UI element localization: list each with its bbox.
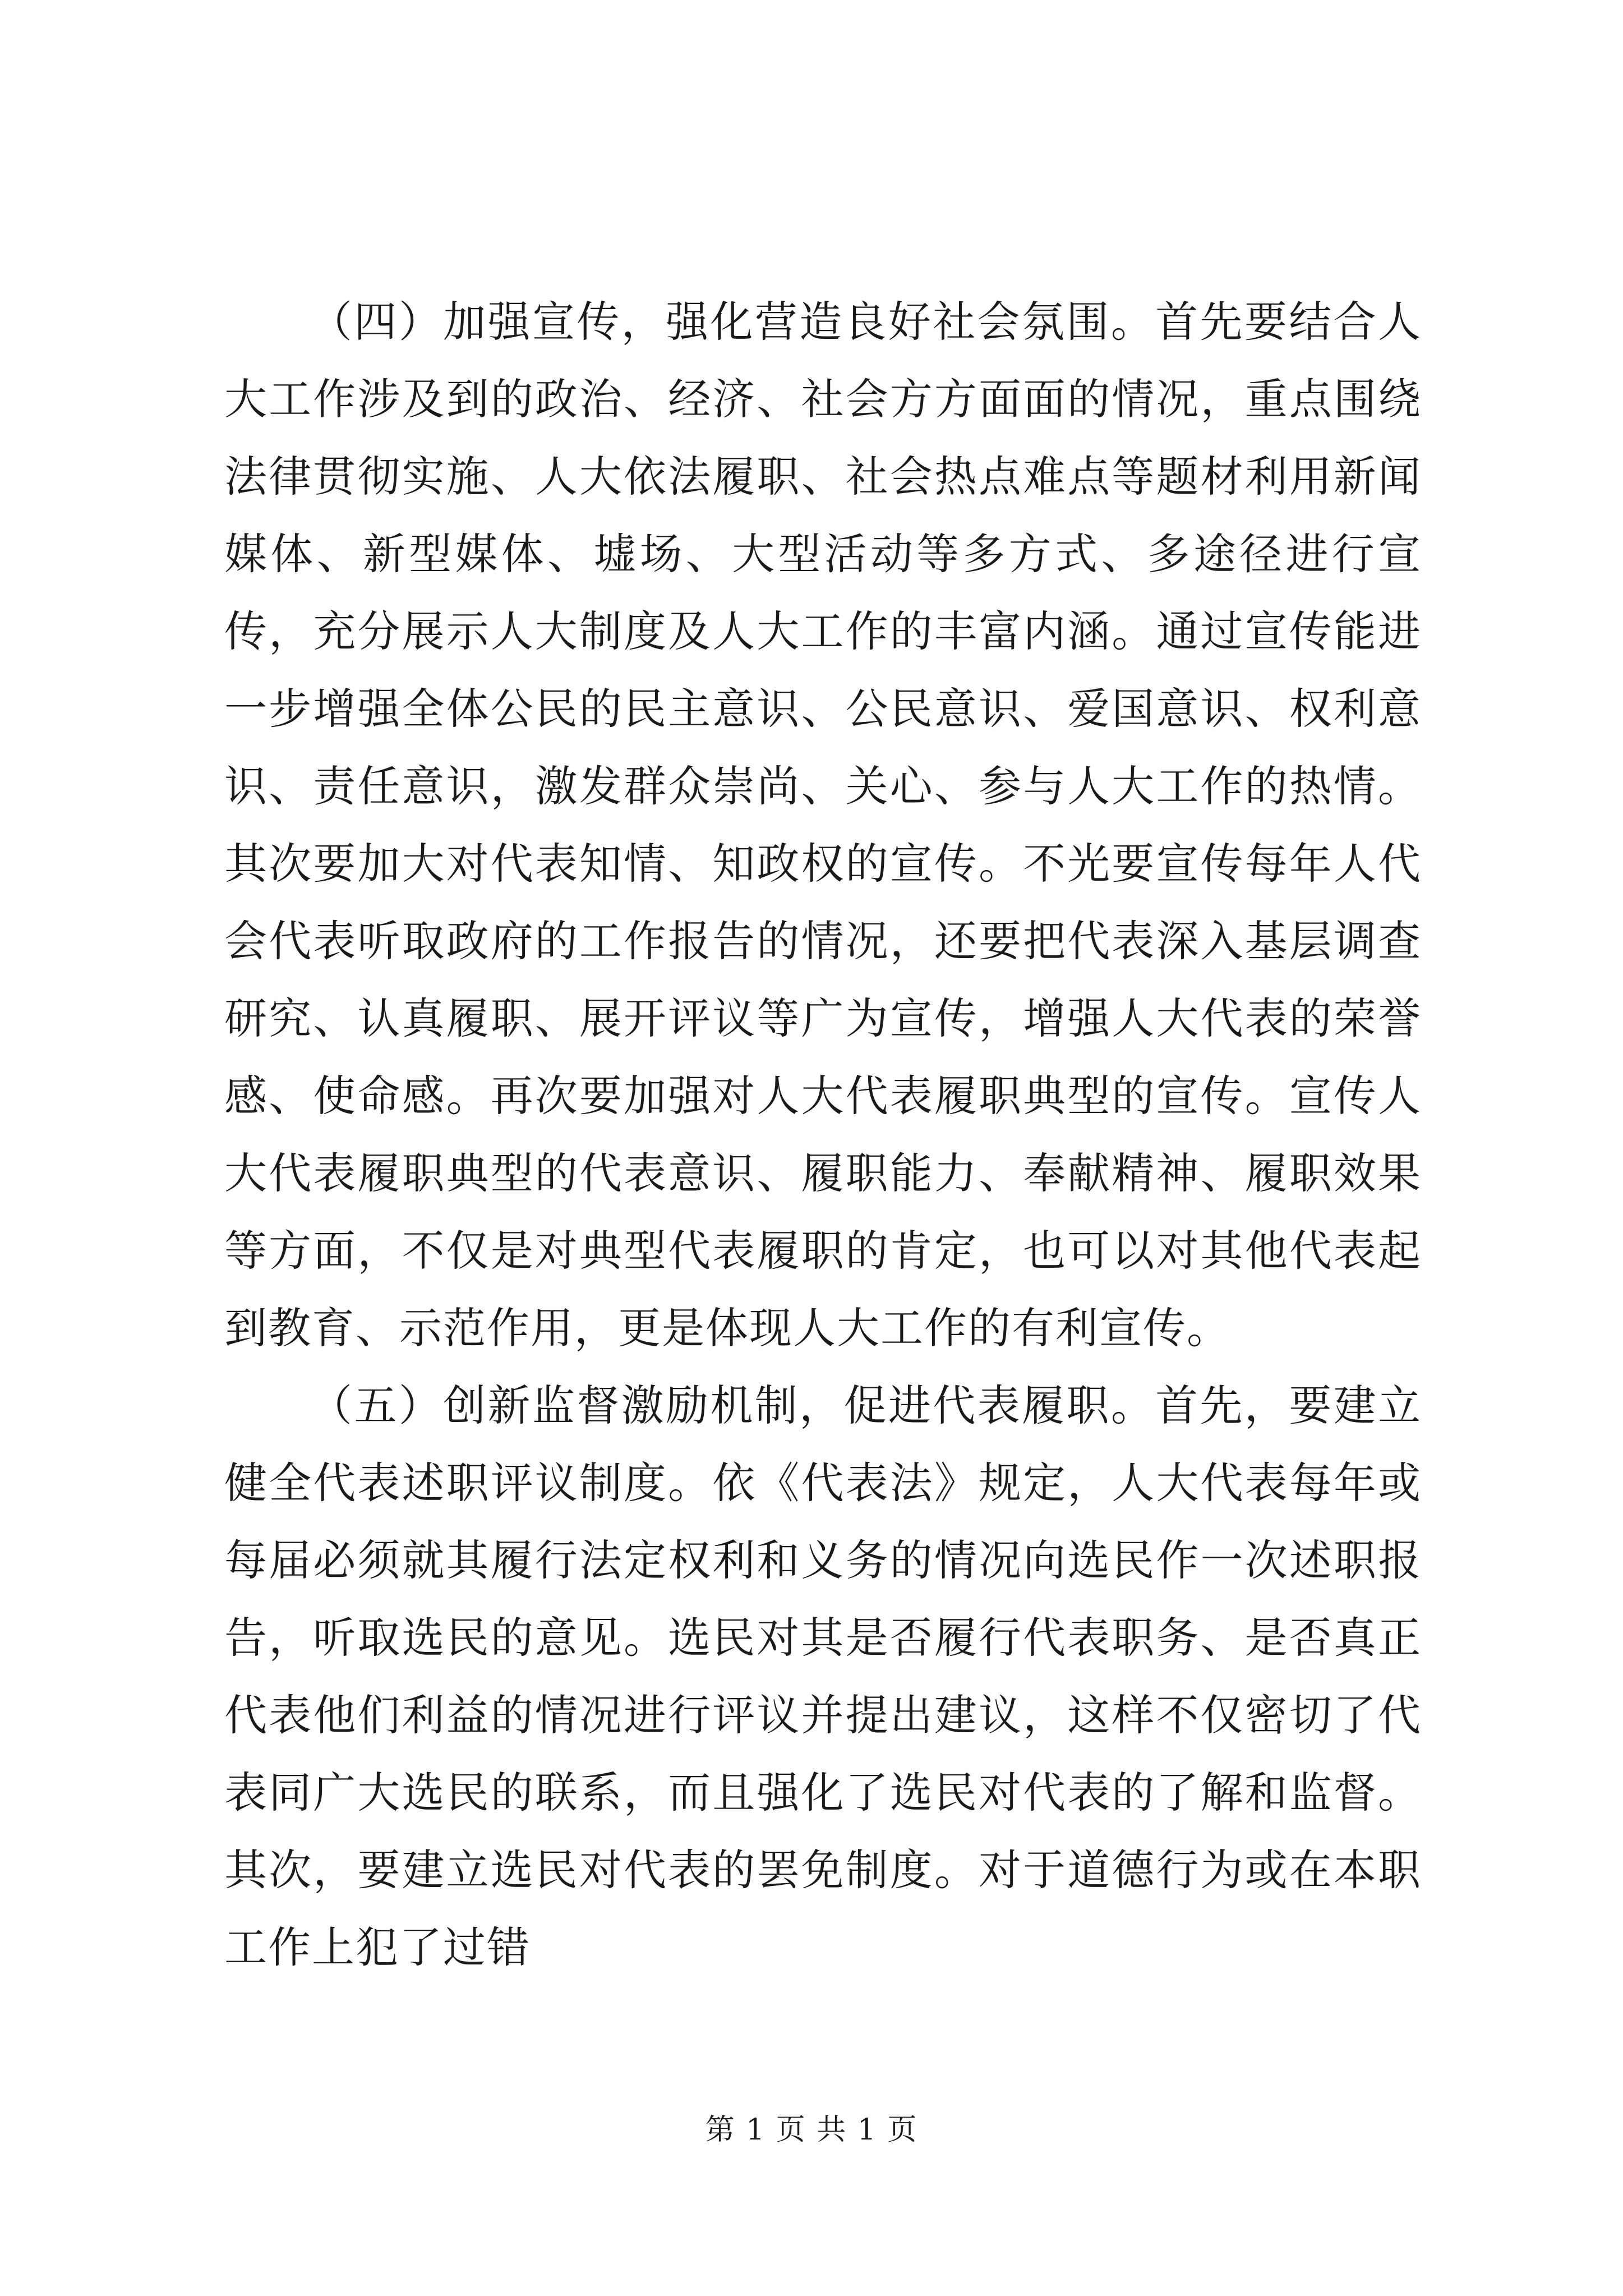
- paragraph-section-4: （四）加强宣传，强化营造良好社会氛围。首先要结合人大工作涉及到的政治、经济、社会方方面面的情况，重点围绕法律贯彻实施、人大依法履职、社会热点难点等题材利用新闻媒体、新型媒体、墟场、大型活动等多方式、多途径进行宣传，充分展示人大制度及人大工作的丰富内涵。通过宣传能进一步增强全体公民的民主意识、公民意识、爱国意识、权利意识、责任意识，激发群众崇尚、关心、参与人大工作的热情。其次要加大对代表知情、知政权的宣传。不光要宣传每年人代会代表听取政府的工作报告的情况，还要把代表深入基层调查研究、认真履职、展开评议等广为宣传，增强人大代表的荣誉感、使命感。再次要加强对人大代表履职典型的宣传。宣传人大代表履职典型的代表意识、履职能力、奉献精神、履职效果等方面，不仅是对典型代表履职的肯定，也可以对其他代表起到教育、示范作用，更是体现人大工作的有利宣传。: [224, 297, 1422, 1353]
- document-body: [224, 283, 1422, 1986]
- page-footer: 第 1 页 共 1 页: [705, 2113, 918, 2147]
- paragraph-section-5: （五）创新监督激励机制，促进代表履职。首先，要建立健全代表述职评议制度。依《代表法》规定，人大代表每年或每届必须就其履行法定权利和义务的情况向选民作一次述职报告，听取选民的意见。选民对其是否履行代表职务、是否真正代表他们利益的情况进行评议并提出建议，这样不仅密切了代表同广大选民的联系，而且强化了选民对代表的了解和监督。其次，要建立选民对代表的罢免制度。对于道德行为或在本职工作上犯了过错: [224, 1381, 1422, 1972]
